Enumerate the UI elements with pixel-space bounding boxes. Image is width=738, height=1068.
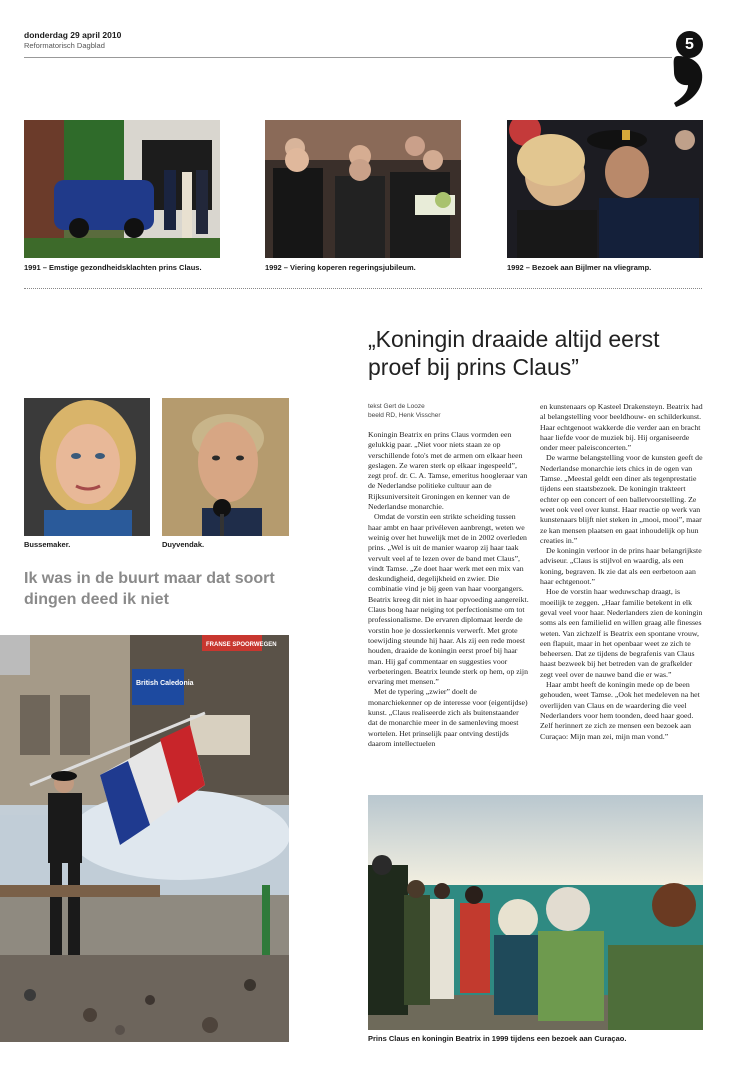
photo-riot [0,635,289,1042]
issue-date: donderdag 29 april 2010 [24,30,122,40]
comma-logo-icon [672,56,706,108]
caption-duyvendak: Duyvendak. [162,540,205,549]
header-rule [24,57,672,58]
article-headline: „Koningin draaide altijd eerst proef bij prins Claus” [368,326,660,380]
article-column-2 [540,402,703,742]
photo-1991 [24,120,220,258]
paragraph: Omdat de vorstin een strikte scheiding tussen haar ambt en haar privéleven aanbrengt, weten we weinig over het huwelijk met de in 2002 overleden prins. „Wel is uit de manier waarop zij haar taak vervult veel af te lezen over de band met Claus”, vindt Tamse. „Ze doet haar werk met een mix van deskundigheid, degelijkheid en zwier. Die combinatie vind je bij geen van haar voorgangers. Beatrix kreeg dit niet in haar opvoeding aangereikt. Claus boog haar neiging tot perfectionisme om tot professionalisme. De ervaren diplomaat leerde de vorstin hoe je dossierkennis verwerft. Met grote toewijding steunde hij haar. Als zij een rede moest houden, draaide de koningin eerst proef bij haar man. Hij gaf commentaar en suggesties voor verbeteringen. Beatrix leunde sterk op hem, op zijn ervaring met mensen.” [368,512,529,687]
caption-curacao: Prins Claus en koningin Beatrix in 1999 tijdens een bezoek aan Curaçao. [368,1034,627,1043]
caption-1992-bijlmer: 1992 – Bezoek aan Bijlmer na vliegramp. [507,263,652,272]
caption-1991: 1991 – Emstige gezondheidsklachten prins Claus. [24,263,202,272]
sign-franse-spoorwegen: FRANSE SPOORWEGEN [206,642,277,648]
page-header [24,30,672,51]
photo-curacao [368,795,703,1030]
caption-bussemaker: Bussemaker. [24,540,71,549]
paragraph: en kunstenaars op Kasteel Drakensteyn. Beatrix had al belangstelling voor beeldhouw- en schilderkunst. Haar echtgenoot wakkerde die verder aan en bracht haar liefde voor de muziek bij. Hij organiseerde onder meer paleisconcerten.” [540,402,703,453]
section-divider [24,288,702,289]
credit-text: tekst Gert de Looze [368,403,425,410]
newspaper-name: Reformatorisch Dagblad [24,41,105,50]
photo-bussemaker [24,398,150,536]
credit-photo: beeld RD, Henk Visscher [368,412,441,419]
pull-quote: Ik was in de buurt maar dat soort dingen deed ik niet [24,570,275,608]
sign-british-caledonia: British Caledonia [136,680,194,687]
photo-1992-jubileum [265,120,461,258]
paragraph: De koningin verloor in de prins haar belangrijkste adviseur. „Claus is stijlvol en waardig, als een koning, begraven. Ik zie dat als een eerbetoon aan haar echtgenoot.” [540,546,702,587]
paragraph: De warme belangstelling voor de kunsten geeft de Nederlandse monarchie iets chics in de ogen van Tamse. „Meestal geldt een diner als tegenprestatie tijdens een staatsbezoek. De koningin trakteert echter op een concert of een balletvoorstelling. Ze weet ook veel over kunst. Haar reactie op werk van kunstenaars blijft niet steken in „mooi, mooi”, maar ze kan mensen plaatsen en gaat inhoudelijk op hun creaties in.” [540,453,703,545]
page-number: 5 [676,31,703,58]
paragraph: Haar ambt heeft de koningin mede op de been gehouden, weet Tamse. „Ook het medeleven na het overlijden van Claus en de waardering die veel Nederlanders voor hem toonden, deed haar goed. Zelf herinnert ze zich ze mensen een bezoek aan Curaçao: Mijn man zei, mijn man vond.” [540,680,700,741]
photo-duyvendak [162,398,289,536]
caption-1992-jubileum: 1992 – Viering koperen regeringsjubileum. [265,263,416,272]
article-credits [368,402,441,420]
paragraph: Hoe de vorstin haar weduwschap draagt, is moeilijk te zeggen. „Haar familie betekent in elk geval veel voor haar. Nederlanders zien de koningin soms als een familielid en willen graag alle finesses weten. Van zichzelf is Beatrix een spontane vrouw, een flapuit, maar in het openbaar weet ze zich te beheersen. Dat ze tijdens de begrafenis van Claus haast bezweek bij het betreden van de grafkelder zegt veel over de nauwe band die er was.” [540,587,703,679]
article-column-1 [368,430,529,749]
photo-1992-bijlmer [507,120,703,258]
paragraph: Met de typering „zwier” doelt de monarchiekenner op de interesse voor (eigentijdse) kunst. „Claus realiseerde zich als buitenstaander dat de monarchie meer in de samenleving moest wortelen. Het prinselijk paar ontving destijds daarom intellectuelen [368,687,528,748]
paragraph: Koningin Beatrix en prins Claus vormden een gelukkig paar. „Niet voor niets staan ze op verschillende foto's met de armen om elkaar heen geslagen. Ze waren sterk op elkaar ingespeeld”, zegt prof. dr. C. A. Tamse, emeritus hoogleraar van de Nederlandse politieke cultuur aan de Rijksuniversiteit Groningen en kenner van de Nederlandse monarchie. [368,430,528,512]
